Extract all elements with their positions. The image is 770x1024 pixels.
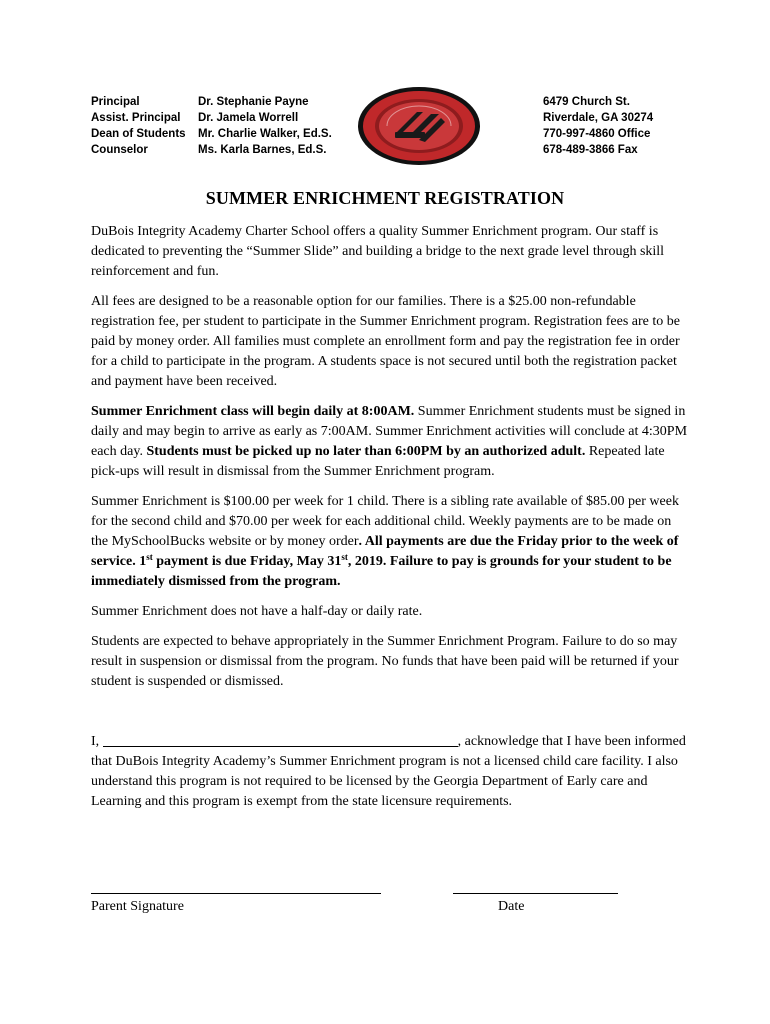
office-phone: 770-997-4860 Office xyxy=(543,128,651,140)
intro-paragraph: DuBois Integrity Academy Charter School offers a quality Summer Enrichment program. Our staff is dedicated to preventing the “Summer Slide” and building a bridge to the next grade level through skill reinforcement and fun. xyxy=(91,224,665,279)
schedule-start-text: Summer Enrichment class will begin daily at 8:00AM. xyxy=(91,404,415,419)
ack-prefix: I, xyxy=(91,734,103,749)
payment-paragraph xyxy=(91,492,691,592)
title-assist-principal: Assist. Principal xyxy=(91,112,181,124)
address-street: 6479 Church St. xyxy=(543,96,630,108)
rate-note-paragraph: Summer Enrichment does not have a half-day or daily rate. xyxy=(91,604,423,619)
fees-paragraph: All fees are designed to be a reasonable option for our families. There is a $25.00 non-refundable registration fee, per student to participate in the Summer Enrichment program. Registration fees are to be paid by money order. All families must complete an enrollment form and pay the registration fee in order for a child to participate in the program. A students space is not secured until both the registration packet and payment have been received. xyxy=(91,294,680,389)
title-principal: Principal xyxy=(91,96,140,108)
staff-titles xyxy=(91,94,186,158)
schedule-details-text: Summer Enrichment students must be signed in daily and may begin to arrive as early as 7:00AM. Summer Enrichment activities will conclude at 4:30PM each day. xyxy=(91,404,688,459)
payment-due-part-b: payment is due Friday, May 31 xyxy=(152,554,342,569)
schedule-paragraph xyxy=(91,402,691,482)
school-address xyxy=(543,94,653,158)
acknowledgement-paragraph xyxy=(91,732,691,812)
name-principal: Dr. Stephanie Payne xyxy=(198,96,309,108)
parent-signature-line[interactable] xyxy=(91,893,381,894)
fax-number: 678-489-3866 Fax xyxy=(543,144,638,156)
date-line[interactable] xyxy=(453,893,618,894)
ack-text: , acknowledge that I have been informed that DuBois Integrity Academy’s Summer Enrichment program is not a licensed child care facility. I also understand this program is not required to be licensed by the Georgia Department of Early care and Learning and this program is exempt from the state licensure requirements. xyxy=(91,734,686,809)
name-dean: Mr. Charlie Walker, Ed.S. xyxy=(198,128,332,140)
payment-due-part-c: , 2019. Failure to pay is grounds for your student to be immediately dismissed from the program. xyxy=(91,554,672,589)
rates-text: Summer Enrichment is $100.00 per week for 1 child. There is a sibling rate available of $85.00 per week for the second child and $70.00 per week for each additional child. Weekly payments are to be made on the MySchoolBucks website or by money order xyxy=(91,494,679,549)
document-body xyxy=(91,222,691,822)
name-blank-field[interactable] xyxy=(103,732,458,747)
name-counselor: Ms. Karla Barnes, Ed.S. xyxy=(198,144,327,156)
payment-due-part-a: . All payments are due the Friday prior to the week of service. 1 xyxy=(91,534,679,569)
address-city: Riverdale, GA 30274 xyxy=(543,112,654,124)
staff-names xyxy=(198,94,332,158)
school-crest-logo-icon xyxy=(357,86,481,166)
late-pickup-text: Repeated late pick-ups will result in dismissal from the Summer Enrichment program. xyxy=(91,444,665,479)
title-dean: Dean of Students xyxy=(91,128,186,140)
date-label: Date xyxy=(498,899,525,914)
title-counselor: Counselor xyxy=(91,144,148,156)
behavior-paragraph: Students are expected to behave appropriately in the Summer Enrichment Program. Failure to do so may result in suspension or dismissal from the program. No funds that have been paid will be returned if your student is suspended or dismissed. xyxy=(91,634,679,689)
pickup-rule-text: Students must be picked up no later than 6:00PM by an authorized adult. xyxy=(146,444,586,459)
ordinal-suffix: st xyxy=(341,552,348,562)
parent-signature-label: Parent Signature xyxy=(91,899,184,914)
ordinal-suffix: st xyxy=(146,552,153,562)
page-title: SUMMER ENRICHMENT REGISTRATION xyxy=(205,188,565,208)
name-assist-principal: Dr. Jamela Worrell xyxy=(198,112,299,124)
